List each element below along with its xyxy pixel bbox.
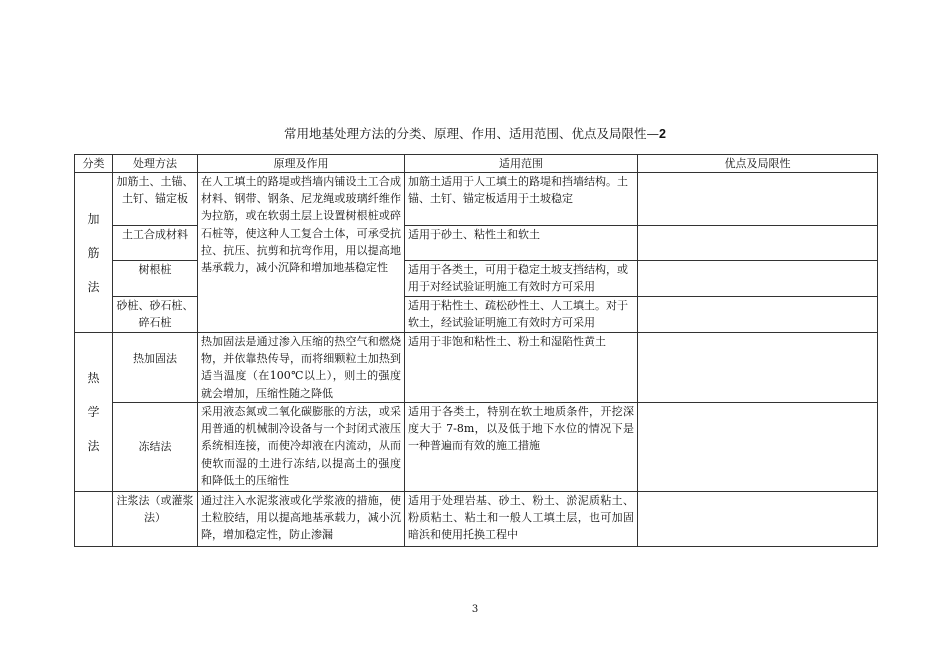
methods-table (74, 154, 878, 547)
pros-cons-cell (638, 333, 878, 403)
table-row (75, 173, 878, 226)
table-row (75, 261, 878, 297)
pros-cons-cell (638, 492, 878, 547)
method-cell: 热加固法 (113, 333, 198, 403)
scope-cell: 加筋土适用于人工填土的路堤和挡墙结构。土锚、土钉、锚定板适用于土坡稳定 (405, 173, 638, 226)
page-number: 3 (471, 604, 479, 615)
method-cell: 冻结法 (113, 403, 198, 492)
method-cell: 土工合成材料 (113, 226, 198, 261)
method-cell: 注浆法（或灌浆法） (113, 492, 198, 547)
scope-cell: 适用于砂土、粘性土和软土 (405, 226, 638, 261)
category-char: 筋 (87, 245, 100, 260)
scope-cell: 适用于处理岩基、砂土、粉土、淤泥质粘土、粉质粘土、粘土和一般人工填土层，也可加固暗浜和使用托换工程中 (405, 492, 638, 547)
category-char: 加 (87, 211, 100, 226)
category-char: 热 (87, 371, 100, 385)
header-category: 分类 (75, 155, 113, 173)
category-cell (75, 173, 113, 333)
table-row (75, 492, 878, 547)
category-char: 法 (87, 439, 100, 453)
pros-cons-cell (638, 403, 878, 492)
category-cell (75, 333, 113, 492)
scope-cell: 适用于非饱和粘性土、粉土和湿陷性黄土 (405, 333, 638, 403)
method-cell: 加筋土、土锚、土钉、锚定板 (113, 173, 198, 226)
pros-cons-cell (638, 261, 878, 297)
header-principle: 原理及作用 (198, 155, 405, 173)
pros-cons-cell (638, 226, 878, 261)
pros-cons-cell (638, 297, 878, 333)
title-number: 2 (659, 127, 666, 141)
header-method: 处理方法 (113, 155, 198, 173)
method-cell: 砂桩、砂石桩、碎石桩 (113, 297, 198, 333)
principle-cell: 热加固法是通过渗入压缩的热空气和燃烧物，并依靠热传导，而将细颗粒土加热到适当温度（在100℃以上），则土的强度就会增加，压缩性随之降低 (198, 333, 405, 403)
header-pros-cons: 优点及局限性 (638, 155, 878, 173)
category-cell (75, 492, 113, 547)
category-char: 学 (87, 405, 100, 419)
table-row (75, 403, 878, 492)
scope-cell: 适用于粘性土、疏松砂性土、人工填土。对于软土，经试验证明施工有效时方可采用 (405, 297, 638, 333)
principle-cell: 通过注入水泥浆液或化学浆液的措施，使土粒胶结，用以提高地基承载力，减小沉降，增加稳定性，防止渗漏 (198, 492, 405, 547)
title-text: 常用地基处理方法的分类、原理、作用、适用范围、优点及局限性— (284, 126, 660, 141)
scope-cell: 适用于各类土，特别在软土地质条件，开挖深度大于 7-8m，以及低于地下水位的情况下是一种普遍而有效的施工措施 (405, 403, 638, 492)
header-row (75, 155, 878, 173)
method-cell: 树根桩 (113, 261, 198, 297)
principle-cell: 采用液态氮或二氧化碳膨胀的方法，或采用普通的机械制冷设备与一个封闭式液压系统相连接，而使冷却液在内流动，从而使软而湿的土进行冻结,以提高土的强度和降低土的压缩性 (198, 403, 405, 492)
principle-cell: 在人工填土的路堤或挡墙内铺设土工合成材料、钢带、钢条、尼龙绳或玻璃纤维作为拉筋，或在软弱土层上设置树根桩或碎石桩等，使这种人工复合土体，可承受抗拉、抗压、抗剪和抗弯作用，用以提高地基承载力，减小沉降和增加地基稳定性 (198, 173, 405, 333)
header-scope: 适用范围 (405, 155, 638, 173)
scope-cell: 适用于各类土，可用于稳定土坡支挡结构，或用于对经试验证明施工有效时方可采用 (405, 261, 638, 297)
page-title (0, 126, 950, 142)
table-row (75, 297, 878, 333)
table-row (75, 226, 878, 261)
pros-cons-cell (638, 173, 878, 226)
table-row (75, 333, 878, 403)
category-char: 法 (87, 279, 100, 294)
